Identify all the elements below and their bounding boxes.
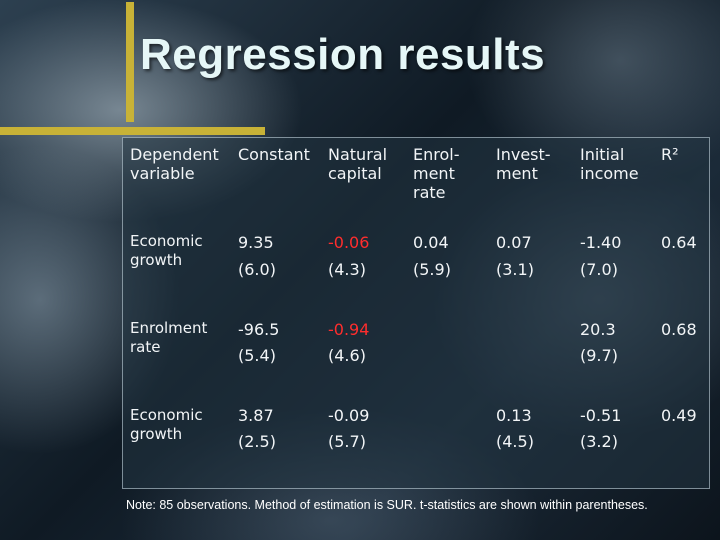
accent-horizontal-bar	[0, 127, 265, 135]
row-1-initial-income-coef: -1.40	[580, 233, 622, 252]
row-1-investment-coef: 0.07	[496, 233, 532, 252]
row-2-label: Enrolment rate	[130, 319, 208, 356]
header-constant: Constant	[238, 145, 310, 164]
row-3-r-squared: 0.49	[661, 406, 697, 425]
row-2-initial-income-t: (9.7)	[580, 346, 618, 365]
row-1-constant-t: (6.0)	[238, 260, 276, 279]
row-1-enrolment-rate-t: (5.9)	[413, 260, 451, 279]
row-2-initial-income-coef: 20.3	[580, 320, 616, 339]
row-3-natural-capital-coef: -0.09	[328, 406, 370, 425]
table-note: Note: 85 observations. Method of estimation is SUR. t-statistics are shown within parentheses.	[126, 498, 648, 512]
row-1-enrolment-rate-coef: 0.04	[413, 233, 449, 252]
row-3-label: Economic growth	[130, 406, 203, 443]
row-3-natural-capital-t: (5.7)	[328, 432, 366, 451]
header-dependent-variable: Dependent variable	[130, 145, 219, 183]
row-2-constant-t: (5.4)	[238, 346, 276, 365]
regression-table	[122, 137, 710, 489]
header-initial-income: Initial income	[580, 145, 639, 183]
row-1-natural-capital-coef: -0.06	[328, 233, 370, 252]
header-enrolment-rate: Enrol- ment rate	[413, 145, 460, 202]
row-2-natural-capital-t: (4.6)	[328, 346, 366, 365]
accent-vertical-bar	[126, 2, 134, 122]
header-r-squared: R²	[661, 145, 679, 164]
row-1-natural-capital-t: (4.3)	[328, 260, 366, 279]
row-1-investment-t: (3.1)	[496, 260, 534, 279]
row-3-investment-coef: 0.13	[496, 406, 532, 425]
row-2-r-squared: 0.68	[661, 320, 697, 339]
row-3-constant-t: (2.5)	[238, 432, 276, 451]
row-1-r-squared: 0.64	[661, 233, 697, 252]
slide-title: Regression results	[140, 30, 546, 79]
row-1-constant-coef: 9.35	[238, 233, 274, 252]
row-1-label: Economic growth	[130, 232, 203, 269]
row-2-constant-coef: -96.5	[238, 320, 280, 339]
header-natural-capital: Natural capital	[328, 145, 388, 183]
row-3-constant-coef: 3.87	[238, 406, 274, 425]
row-2-natural-capital-coef: -0.94	[328, 320, 370, 339]
row-3-initial-income-t: (3.2)	[580, 432, 618, 451]
row-3-investment-t: (4.5)	[496, 432, 534, 451]
header-investment: Invest- ment	[496, 145, 551, 183]
row-1-initial-income-t: (7.0)	[580, 260, 618, 279]
row-3-initial-income-coef: -0.51	[580, 406, 622, 425]
